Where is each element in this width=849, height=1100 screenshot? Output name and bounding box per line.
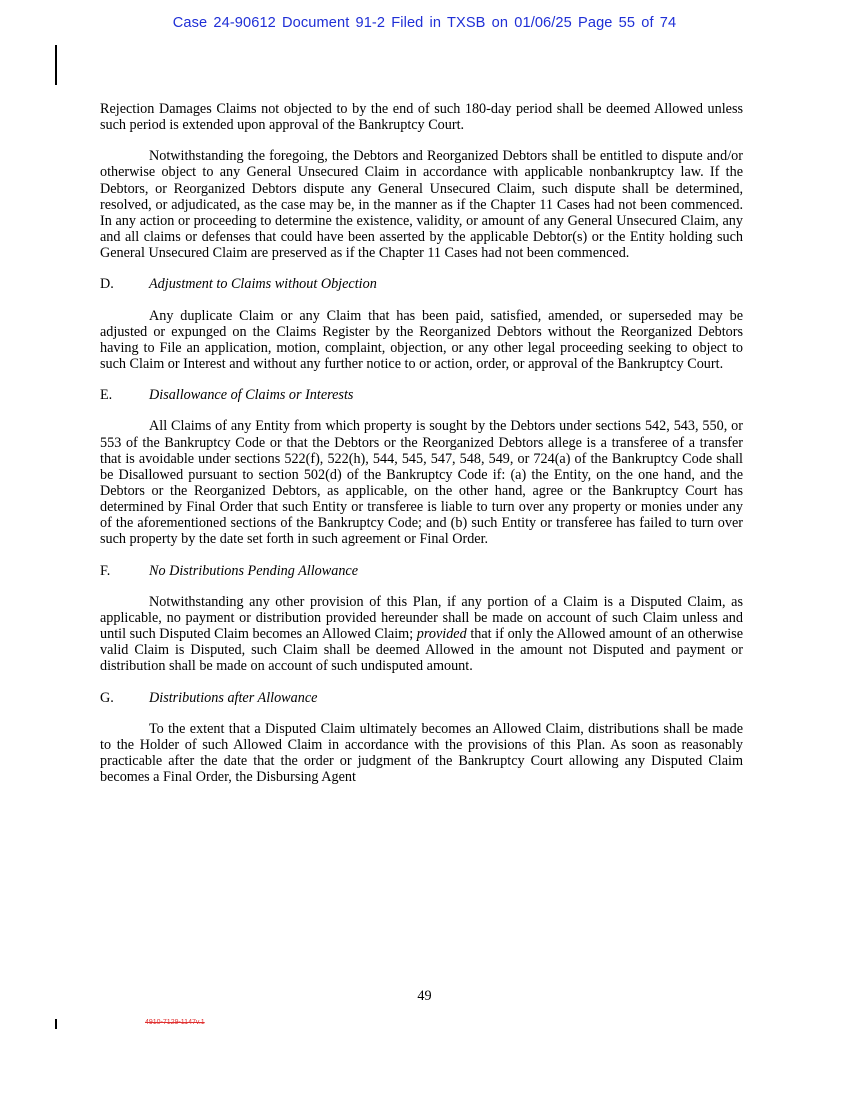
section-heading-e	[100, 387, 743, 403]
change-bar-bottom	[55, 1019, 57, 1029]
section-number-g: G.	[100, 689, 114, 706]
paragraph-adjustment: Any duplicate Claim or any Claim that has been paid, satisfied, amended, or superseded may be adjusted or expunged on the Claims Register by the Reorganized Debtors without the Reorganized Debtors having to File an application, motion, complaint, objection, or any other legal proceeding seeking to object to such Claim or Interest and without any further notice to or action, order, or approval of the Bankruptcy Court.	[100, 307, 743, 373]
paragraph-disallowance: All Claims of any Entity from which property is sought by the Debtors under sections 542, 543, 550, or 553 of the Bankruptcy Code or that the Debtors or the Reorganized Debtors allege is a transferee of a transfer that is avoidable under sections 522(f), 522(h), 544, 545, 547, 548, 549, or 724(a) of the Bankruptcy Code shall be Disallowed pursuant to section 502(d) of the Bankruptcy Code if: (a) the Entity, on the one hand, and the Debtors or the Reorganized Debtors, as applicable, on the other hand, agree or the Bankruptcy Court has determined by Final Order that such Entity or transferee is liable to turn over any property or monies under any of the aforementioned sections of the Bankruptcy Code; and (b) such Entity or transferee has failed to turn over such property by the date set forth in such agreement or Final Order.	[100, 418, 743, 548]
section-heading-f	[100, 563, 743, 579]
paragraph-distributions-after: To the extent that a Disputed Claim ultimately becomes an Allowed Claim, distributions shall be made to the Holder of such Allowed Claim in accordance with the provisions of this Plan. As soon as reasonably practicable after the date that the order or judgment of the Bankruptcy Court allowing any Disputed Claim becomes a Final Order, the Disbursing Agent	[100, 720, 743, 786]
section-heading-g	[100, 690, 743, 706]
change-bar-top	[55, 45, 57, 85]
section-title-g: Distributions after Allowance	[149, 689, 318, 706]
paragraph-no-distributions	[100, 594, 743, 675]
text-run: Notwithstanding any other provision of this Plan, if any portion of a Claim is a Disputed Claim, as applicable, no payment or distribution provided hereunder shall be made on account of such Claim unless and until such Disputed Claim becomes an Allowed Claim;	[100, 593, 743, 643]
section-number-f: F.	[100, 562, 111, 579]
paragraph-general-unsecured: Notwithstanding the foregoing, the Debtors and Reorganized Debtors shall be entitled to dispute and/or otherwise object to any General Unsecured Claim in accordance with applicable nonbankruptcy law. If the Debtors, or Reorganized Debtors dispute any General Unsecured Claim, such dispute shall be determined, resolved, or adjudicated, as the case may be, in the manner as if the Chapter 11 Cases had not been commenced. In any action or proceeding to determine the existence, validity, or amount of any General Unsecured Claim, any and all claims or defenses that could have been asserted by the applicable Debtor(s) or the Entity holding such General Unsecured Claim are preserved as if the Chapter 11 Cases had not been commenced.	[100, 148, 743, 262]
page-number: 49	[417, 988, 432, 1004]
section-number-d: D.	[100, 276, 114, 293]
section-title-e: Disallowance of Claims or Interests	[149, 387, 354, 404]
section-heading-d	[100, 276, 743, 292]
document-id-footer: 4910-7129-1147v.1	[145, 1019, 205, 1026]
section-number-e: E.	[100, 387, 113, 404]
section-title-f: No Distributions Pending Allowance	[149, 562, 359, 579]
text-run: that if only the Allowed amount of an otherwise valid Claim is Disputed, such Claim shall be deemed Allowed in the amount not Disputed and payment or distribution shall be made on account of such undisputed amount.	[100, 626, 743, 675]
court-filing-header: Case 24-90612 Document 91-2 Filed in TXSB on 01/06/25 Page 55 of 74	[172, 15, 677, 31]
section-title-d: Adjustment to Claims without Objection	[149, 276, 377, 293]
document-body	[100, 101, 743, 800]
italic-provided: provided	[416, 626, 467, 643]
paragraph-rejection-damages: Rejection Damages Claims not objected to by the end of such 180-day period shall be deemed Allowed unless such period is extended upon approval of the Bankruptcy Court.	[100, 101, 743, 134]
